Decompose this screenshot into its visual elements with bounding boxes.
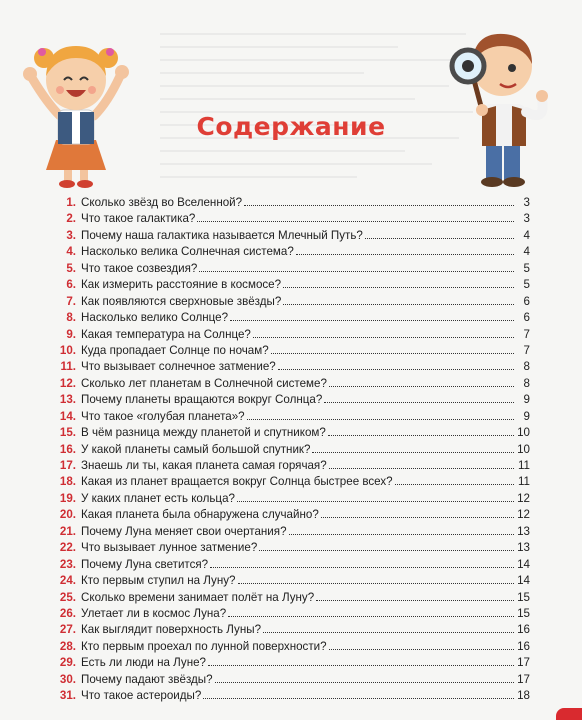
toc-entry-title: Куда пропадает Солнце по ночам? [81, 343, 269, 357]
toc-entry-title: Кто первым проехал по лунной поверхности? [81, 639, 327, 653]
dot-leader [208, 665, 514, 666]
toc-entry [46, 656, 530, 672]
toc-entry-number: 1. [66, 196, 76, 209]
toc-entry [46, 525, 530, 541]
toc-entry-page: 18 [517, 689, 530, 703]
toc-entry-number: 14. [59, 409, 76, 423]
toc-entry-page: 16 [517, 639, 530, 653]
toc-entry-title: У какой планеты самый большой спутник? [81, 442, 311, 456]
toc-entry [46, 377, 530, 393]
toc-entry [46, 607, 530, 623]
dot-leader [324, 402, 514, 403]
toc-entry-title: Улетает ли в космос Луна? [81, 606, 227, 620]
dot-leader [247, 419, 514, 420]
toc-entry-page: 10 [517, 426, 530, 440]
toc-entry-number: 27. [59, 623, 76, 637]
dot-leader [329, 386, 514, 387]
dot-leader [259, 550, 514, 551]
toc-entry-title: Почему падают звёзды? [81, 672, 213, 686]
toc-entry-number: 28. [59, 639, 76, 653]
toc-entry-title: Сколько лет планетам в Солнечной системе? [81, 376, 327, 390]
toc-entry-number: 31. [59, 689, 76, 703]
toc-entry-number: 22. [59, 541, 76, 555]
toc-entry [46, 262, 530, 278]
toc-entry-page: 16 [517, 623, 530, 637]
toc-entry-number: 5. [66, 261, 76, 275]
dot-leader [215, 682, 514, 683]
toc-entry-page: 8 [523, 360, 530, 374]
toc-entry [46, 492, 530, 508]
dot-leader [283, 304, 514, 305]
toc-entry-title: Знаешь ли ты, какая планета самая горячая? [81, 459, 327, 472]
toc-entry-page: 3 [523, 212, 530, 226]
dot-leader [329, 468, 514, 469]
toc-entry [46, 278, 530, 294]
toc-entry-page: 17 [517, 672, 530, 686]
toc-entry [46, 475, 530, 491]
toc-entry [46, 623, 530, 639]
toc-entry-title: Почему Луна меняет свои очертания? [81, 524, 287, 538]
toc-entry-number: 15. [59, 426, 76, 440]
toc-entry-number: 20. [59, 508, 76, 522]
toc-entry-number: 25. [59, 590, 76, 604]
dot-leader [203, 698, 514, 699]
toc-entry-title: Сколько звёзд во Вселенной? [81, 196, 243, 209]
toc-entry-title: Почему планеты вращаются вокруг Солнца? [81, 393, 323, 407]
toc-entry-number: 13. [59, 393, 76, 407]
dot-leader [395, 484, 514, 485]
girl-illustration [12, 18, 140, 190]
dot-leader [312, 452, 514, 453]
toc-entry-title: Как выглядит поверхность Луны? [81, 623, 262, 637]
dot-leader [210, 567, 514, 568]
toc-entry [46, 393, 530, 409]
dot-leader [296, 254, 514, 255]
table-of-contents [46, 196, 530, 706]
toc-entry-title: Какая температура на Солнце? [81, 327, 251, 341]
toc-entry-title: Почему наша галактика называется Млечный Путь? [81, 228, 363, 242]
toc-entry [46, 541, 530, 557]
toc-entry [46, 673, 530, 689]
dot-leader [230, 320, 514, 321]
toc-entry-number: 19. [59, 491, 76, 505]
toc-entry [46, 410, 530, 426]
dot-leader [237, 501, 514, 502]
dot-leader [228, 616, 514, 617]
toc-entry-page: 15 [517, 606, 530, 620]
toc-entry-page: 6 [523, 294, 530, 308]
dot-leader [244, 205, 514, 206]
dot-leader [289, 534, 514, 535]
toc-entry-page: 12 [517, 491, 530, 505]
dot-leader [238, 583, 515, 584]
toc-entry-page: 13 [517, 541, 530, 555]
toc-entry [46, 229, 530, 245]
toc-entry-title: Насколько велико Солнце? [81, 311, 229, 325]
toc-entry [46, 311, 530, 327]
toc-entry-page: 8 [523, 376, 530, 390]
dot-leader [199, 271, 514, 272]
toc-entry-title: Что вызывает лунное затмение? [81, 541, 258, 555]
toc-entry-number: 24. [59, 574, 76, 588]
toc-entry-number: 10. [59, 343, 76, 357]
toc-entry-page: 14 [517, 557, 530, 571]
dot-leader [253, 337, 514, 338]
toc-entry [46, 196, 530, 212]
toc-entry-number: 2. [66, 212, 76, 226]
toc-entry-number: 6. [66, 278, 76, 292]
toc-entry-number: 16. [59, 442, 76, 456]
toc-entry [46, 443, 530, 459]
toc-entry [46, 459, 530, 475]
toc-entry [46, 295, 530, 311]
toc-entry-number: 9. [66, 327, 76, 341]
toc-entry [46, 328, 530, 344]
toc-entry-title: Что такое созвездия? [81, 261, 198, 275]
dot-leader [316, 600, 514, 601]
toc-entry-title: Что такое астероиды? [81, 689, 202, 703]
toc-entry-page: 10 [517, 442, 530, 456]
page-corner-tab [556, 708, 582, 720]
toc-entry-number: 17. [59, 459, 76, 472]
toc-entry-number: 11. [60, 360, 76, 374]
toc-entry-page: 4 [523, 228, 530, 242]
dot-leader [263, 632, 514, 633]
toc-entry [46, 344, 530, 360]
toc-entry-number: 7. [66, 294, 76, 308]
toc-entry [46, 508, 530, 524]
toc-entry-number: 26. [59, 606, 76, 620]
toc-entry-title: Что такое галактика? [81, 212, 196, 226]
dot-leader [328, 435, 514, 436]
toc-entry-page: 6 [523, 311, 530, 325]
toc-entry-title: Какая планета была обнаружена случайно? [81, 508, 319, 522]
toc-entry-number: 23. [59, 557, 76, 571]
dot-leader [321, 517, 514, 518]
toc-entry [46, 689, 530, 705]
toc-entry-page: 9 [523, 409, 530, 423]
boy-with-magnifier-illustration [430, 14, 560, 190]
toc-entry-page: 4 [523, 245, 530, 259]
toc-entry-number: 3. [66, 228, 76, 242]
toc-entry-title: Почему Луна светится? [81, 557, 209, 571]
dot-leader [283, 287, 514, 288]
toc-entry-number: 29. [59, 656, 76, 670]
toc-entry-number: 12. [59, 376, 76, 390]
toc-entry-page: 7 [523, 343, 530, 357]
toc-entry-number: 8. [66, 311, 76, 325]
toc-entry-number: 18. [59, 475, 76, 489]
toc-entry-page: 17 [517, 656, 530, 670]
dot-leader [278, 369, 514, 370]
page-title: Содержание [196, 112, 386, 141]
dot-leader [271, 353, 514, 354]
toc-entry [46, 591, 530, 607]
toc-entry [46, 558, 530, 574]
toc-entry-number: 30. [59, 672, 76, 686]
toc-entry-title: Есть ли люди на Луне? [81, 656, 207, 670]
toc-entry [46, 640, 530, 656]
toc-entry-page: 9 [523, 393, 530, 407]
toc-entry-page: 7 [523, 327, 530, 341]
toc-entry-page: 13 [517, 524, 530, 538]
toc-entry [46, 360, 530, 376]
toc-entry-page: 14 [517, 574, 530, 588]
dot-leader [365, 238, 514, 239]
toc-entry-page: 15 [517, 590, 530, 604]
toc-entry-title: В чём разница между планетой и спутником? [81, 426, 326, 440]
toc-entry-title: Как измерить расстояние в космосе? [81, 278, 282, 292]
toc-entry-title: Насколько велика Солнечная система? [81, 245, 294, 259]
toc-entry-page: 11 [517, 475, 530, 489]
toc-entry [46, 245, 530, 261]
dot-leader [197, 221, 514, 222]
toc-entry-number: 4. [66, 245, 76, 259]
toc-entry-title: У каких планет есть кольца? [81, 491, 235, 505]
toc-entry-title: Что вызывает солнечное затмение? [81, 360, 276, 374]
toc-entry-title: Что такое «голубая планета»? [81, 409, 245, 423]
toc-entry-page: 11 [517, 459, 530, 472]
toc-entry-page: 12 [517, 508, 530, 522]
toc-entry-title: Кто первым ступил на Луну? [81, 574, 236, 588]
toc-entry-number: 21. [59, 524, 76, 538]
toc-entry-page: 5 [523, 261, 530, 275]
toc-entry-page: 3 [523, 196, 530, 209]
toc-entry [46, 426, 530, 442]
toc-entry-title: Сколько времени занимает полёт на Луну? [81, 590, 315, 604]
toc-entry-title: Какая из планет вращается вокруг Солнца быстрее всех? [81, 475, 393, 489]
toc-entry [46, 574, 530, 590]
dot-leader [329, 649, 514, 650]
toc-entry [46, 212, 530, 228]
toc-entry-page: 5 [523, 278, 530, 292]
toc-entry-title: Как появляются сверхновые звёзды? [81, 294, 282, 308]
